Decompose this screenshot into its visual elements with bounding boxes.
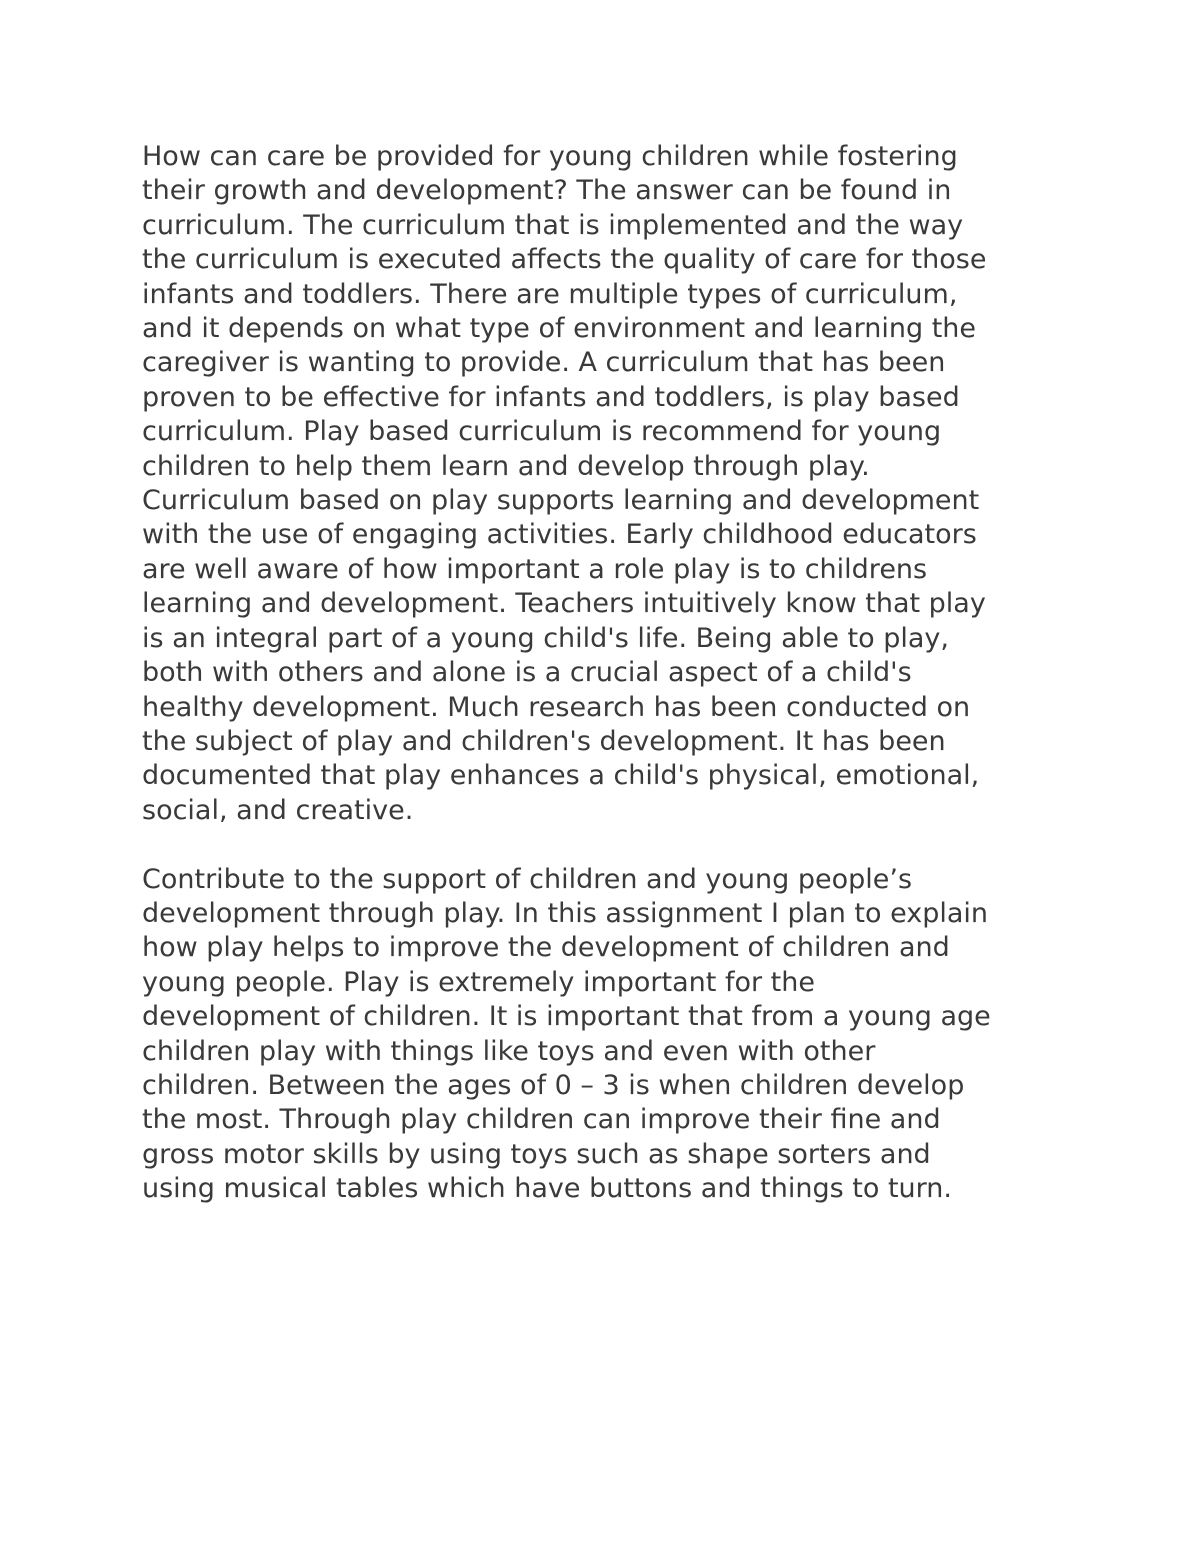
text-line: How can care be provided for young children while fostering	[142, 141, 958, 172]
text-line: how play helps to improve the development of children and	[142, 932, 950, 964]
text-line: infants and toddlers. There are multiple types of curriculum,	[142, 278, 958, 310]
text-line: healthy development. Much research has been conducted on	[142, 691, 971, 723]
text-line: is an integral part of a young child's life. Being able to play,	[142, 622, 949, 654]
text-line: children play with things like toys and even with other	[142, 1035, 876, 1067]
text-line: children. Between the ages of 0 – 3 is when children develop	[142, 1069, 965, 1101]
text-line: caregiver is wanting to provide. A curriculum that has been	[142, 347, 946, 379]
text-line: development of children. It is important that from a young age	[142, 1001, 991, 1033]
text-line: the curriculum is executed affects the quality of care for those	[142, 244, 987, 276]
text-line: children to help them learn and develop through play.	[142, 450, 870, 482]
text-line: with the use of engaging activities. Early childhood educators	[142, 519, 977, 551]
paragraph-2	[142, 863, 1072, 1207]
text-line: curriculum. Play based curriculum is recommend for young	[142, 416, 942, 448]
text-line: learning and development. Teachers intuitively know that play	[142, 588, 986, 620]
text-line: curriculum. The curriculum that is implemented and the way	[142, 209, 964, 241]
text-line: are well aware of how important a role play is to childrens	[142, 553, 928, 585]
text-line: their growth and development? The answer can be found in	[142, 175, 952, 207]
text-line: gross motor skills by using toys such as shape sorters and	[142, 1138, 931, 1170]
text-line: young people. Play is extremely important for the	[142, 966, 815, 998]
paragraph-1	[142, 140, 1072, 828]
text-line: development through play. In this assignment I plan to explain	[142, 897, 989, 929]
text-line: using musical tables which have buttons and things to turn.	[142, 1173, 952, 1205]
text-line: the most. Through play children can improve their fine and	[142, 1104, 941, 1136]
document-body	[142, 140, 1072, 1207]
text-line: Contribute to the support of children and young people’s	[142, 863, 913, 895]
text-line: social, and creative.	[142, 794, 414, 826]
text-line: documented that play enhances a child's physical, emotional,	[142, 760, 980, 792]
text-line: proven to be effective for infants and toddlers, is play based	[142, 381, 960, 413]
text-line: and it depends on what type of environment and learning the	[142, 313, 977, 345]
text-line: the subject of play and children's development. It has been	[142, 725, 946, 757]
text-line: Curriculum based on play supports learning and development	[142, 485, 980, 517]
text-line: both with others and alone is a crucial aspect of a child's	[142, 657, 912, 689]
